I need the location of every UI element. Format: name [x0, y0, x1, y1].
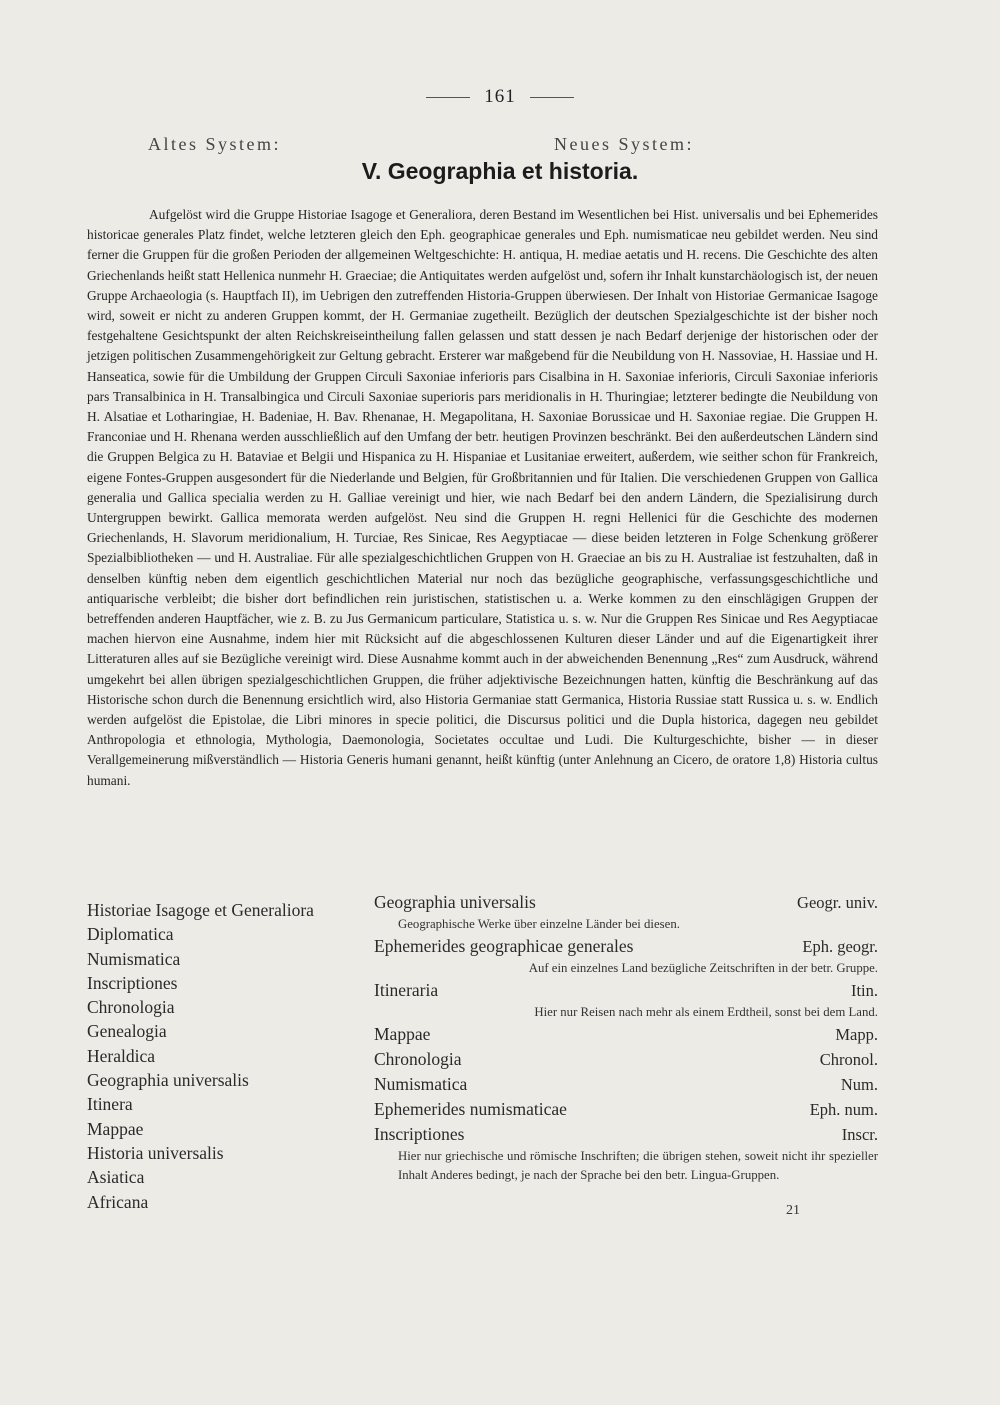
new-system-entry	[374, 934, 878, 959]
old-system-item: Genealogia	[87, 1021, 167, 1042]
entry-abbreviation: Geogr. univ.	[797, 893, 878, 912]
page-number-text: 161	[484, 86, 516, 107]
page-number	[0, 86, 1000, 108]
entry-name: Inscriptiones	[374, 1124, 465, 1144]
entry-name: Geographia universalis	[374, 892, 536, 912]
new-system-heading: Neues System:	[554, 134, 694, 154]
old-system-item: Itinera	[87, 1094, 133, 1115]
old-system-item: Mappae	[87, 1118, 144, 1139]
new-system-entry	[374, 890, 878, 915]
new-system-entry	[374, 1122, 878, 1147]
old-system-item: Inscriptiones	[87, 972, 178, 993]
old-system-item: Geographia universalis	[87, 1070, 249, 1091]
entry-note: Geographische Werke über einzelne Länder bei diesen.	[398, 917, 680, 931]
old-system-item: Heraldica	[87, 1045, 156, 1066]
entry-abbreviation: Chronol.	[819, 1050, 878, 1069]
dash-left	[426, 97, 470, 98]
old-system-item: Numismatica	[87, 948, 181, 969]
entry-name: Numismatica	[374, 1074, 468, 1094]
body-text	[87, 205, 878, 791]
entry-name: Ephemerides numismaticae	[374, 1099, 567, 1119]
old-system-item: Chronologia	[87, 997, 175, 1018]
new-system-entry	[374, 1072, 878, 1097]
sheet-number: 21	[786, 1203, 800, 1218]
entry-note: Hier nur Reisen nach mehr als einem Erdtheil, sonst bei dem Land.	[534, 1005, 878, 1019]
old-system-item: Diplomatica	[87, 924, 174, 945]
entry-abbreviation: Itin.	[850, 981, 878, 1000]
new-system-entry	[374, 1022, 878, 1047]
entry-abbreviation: Inscr.	[841, 1125, 878, 1144]
entry-abbreviation: Eph. geogr.	[802, 937, 878, 956]
entry-abbreviation: Mapp.	[835, 1025, 878, 1044]
old-system-item: Historiae Isagoge et Generaliora	[87, 900, 314, 920]
entry-note: Auf ein einzelnes Land bezügliche Zeitschriften in der betr. Gruppe.	[528, 961, 878, 975]
old-system-list	[87, 898, 367, 1214]
old-system-item: Asiatica	[87, 1167, 145, 1188]
dash-right	[530, 97, 574, 98]
entry-note: Hier nur griechische und römische Inschriften; die übrigen stehen, soweit nicht ihr spezieller Inhalt Anderes bedingt, je nach der Sprache bei den betr. Lingua-Gruppen.	[398, 1149, 878, 1182]
new-system-entry	[374, 978, 878, 1003]
entry-name: Ephemerides geographicae generales	[374, 936, 634, 956]
entry-abbreviation: Num.	[840, 1075, 878, 1094]
entry-name: Itineraria	[374, 980, 439, 1000]
new-system-list	[374, 890, 878, 1185]
new-system-entry	[374, 1097, 878, 1122]
entry-name: Mappae	[374, 1024, 431, 1044]
entry-name: Chronologia	[374, 1049, 462, 1069]
old-system-item: Africana	[87, 1191, 149, 1212]
section-title: V. Geographia et historia.	[361, 158, 639, 184]
old-system-heading: Altes System:	[148, 134, 282, 154]
entry-abbreviation: Eph. num.	[809, 1100, 878, 1119]
old-system-item: Historia universalis	[87, 1142, 224, 1163]
new-system-entry	[374, 1047, 878, 1072]
body-paragraph: Aufgelöst wird die Gruppe Historiae Isagoge et Generaliora, deren Bestand im Wesentlichen bei Hist. universalis und bei Ephemerides historicae generales Platz findet, welche letzteren gleich den Eph. geographicae generales und Eph. numismaticae neu gebildet werden. Neu sind ferner die Gruppen für die großen Perioden der allgemeinen Weltgeschichte: H. antiqua, H. mediae aetatis und H. recens. Die Geschichte des alten Griechenlands heißt statt Hellenica nunmehr H. Graeciae; die Antiquitates werden aufgelöst und, sofern ihr Inhalt kunstarchäologisch ist, der neuen Gruppe Archaeologia (s. Hauptfach II), im Uebrigen den zutreffenden Historia-Gruppen überwiesen. Der Inhalt von Historiae Germanicae Isagoge wird, soweit er nicht zu anderen Gruppen kommt, der H. Germaniae zugetheilt. Bezüglich der deutschen Spezialgeschichte ist der bisher noch festgehaltene Gesichtspunkt der alten Reichskreiseintheilung fallen gelassen und statt dessen je nach Bedarf derjenige der historischen oder der jetzigen politischen Zusammengehörigkeit zur Geltung gebracht. Ersterer war maßgebend für die Neubildung von H. Nassoviae, H. Hassiae und H. Hanseatica, sowie für die Umbildung der Gruppen Circuli Saxoniae inferioris pars Cisalbina in H. Saxoniae inferioris, Circuli Saxoniae inferioris pars Transalbinica in H. Transalbingica und Circuli Saxoniae superioris pars meridionalis in H. Thuringiae; letzterer bedingte die Neubildung von H. Alsatiae et Lotharingiae, H. Badeniae, H. Bav. Rhenanae, H. Megapolitana, H. Saxoniae Borussicae und H. Saxoniae regiae. Die Gruppen H. Franconiae und H. Rhenana werden ausschließlich auf den Umfang der betr. heutigen Provinzen beschränkt. Bei den außerdeutschen Ländern sind die Gruppen Belgica zu H. Bataviae et Belgii und Hispanica zu H. Hispaniae et Lusitaniae erweitert, außerdem, wie seither schon für Frankreich, eigene Fontes-Gruppen ausgesondert für die Niederlande und Belgien, für Großbritannien und für Italien. Die verschiedenen Gruppen von Gallica generalia und Gallica specialia werden zu H. Galliae vereinigt und hier, wie nach Bedarf bei den andern Ländern, die Spezialisirung durch Untergruppen bewirkt. Gallica memorata werden aufgelöst. Neu sind die Gruppen H. regni Hellenici für die Geschichte des modernen Griechenlands, H. Slavorum meridionalium, H. Turciae, Res Sinicae, Res Aegyptiacae — diese beiden letzteren in Folge Schenkung größerer Spezialbibliotheken — und H. Australiae. Für alle spezialgeschichtlichen Gruppen von H. Graeciae an bis zu H. Australiae ist festzuhalten, daß in denselben künftig neben dem eigentlich geschichtlichen Material nur noch das bezügliche geographische, verfassungsgeschichtliche und antiquarische verbleibt; die bisher dort befindlichen rein juristischen, statistischen u. a. Werke kommen zu den einschlägigen Gruppen der betreffenden anderen Hauptfächer, wie z. B. zu Jus Germanicum particulare, Statistica u. s. w. Nur die Gruppen Res Sinicae und Res Aegyptiacae machen hiervon eine Ausnahme, indem hier mit Rücksicht auf die abgeschlossenen Kulturen dieser Länder und auf die Eigenartigkeit ihrer Litteraturen alles auf sie Bezügliche vereinigt wird. Diese Ausnahme kommt auch in der abweichenden Benennung „Res“ zum Ausdruck, während umgekehrt bei allen übrigen spezialgeschichtlichen Gruppen, die früher adjektivische Bezeichnungen hatten, künftig die Beschränkung auf das Historische schon durch die Benennung ersichtlich wird, also Historia Germaniae statt Germanica, Historia Russiae statt Russica u. s. w. Endlich werden aufgelöst die Epistolae, die Libri minores in specie politici, die Discursus politici und die Dupla historica, dagegen neu gebildet Anthropologia et ethnologia, Mythologia, Daemonologia, Societates occultae und Ludi. Die Kulturgeschichte, bisher — in dieser Verallgemeinerung mißverständlich — Historia Generis humani genannt, heißt künftig (unter Anlehnung an Cicero, de oratore 1,8) Historia cultus humani.	[87, 207, 878, 788]
